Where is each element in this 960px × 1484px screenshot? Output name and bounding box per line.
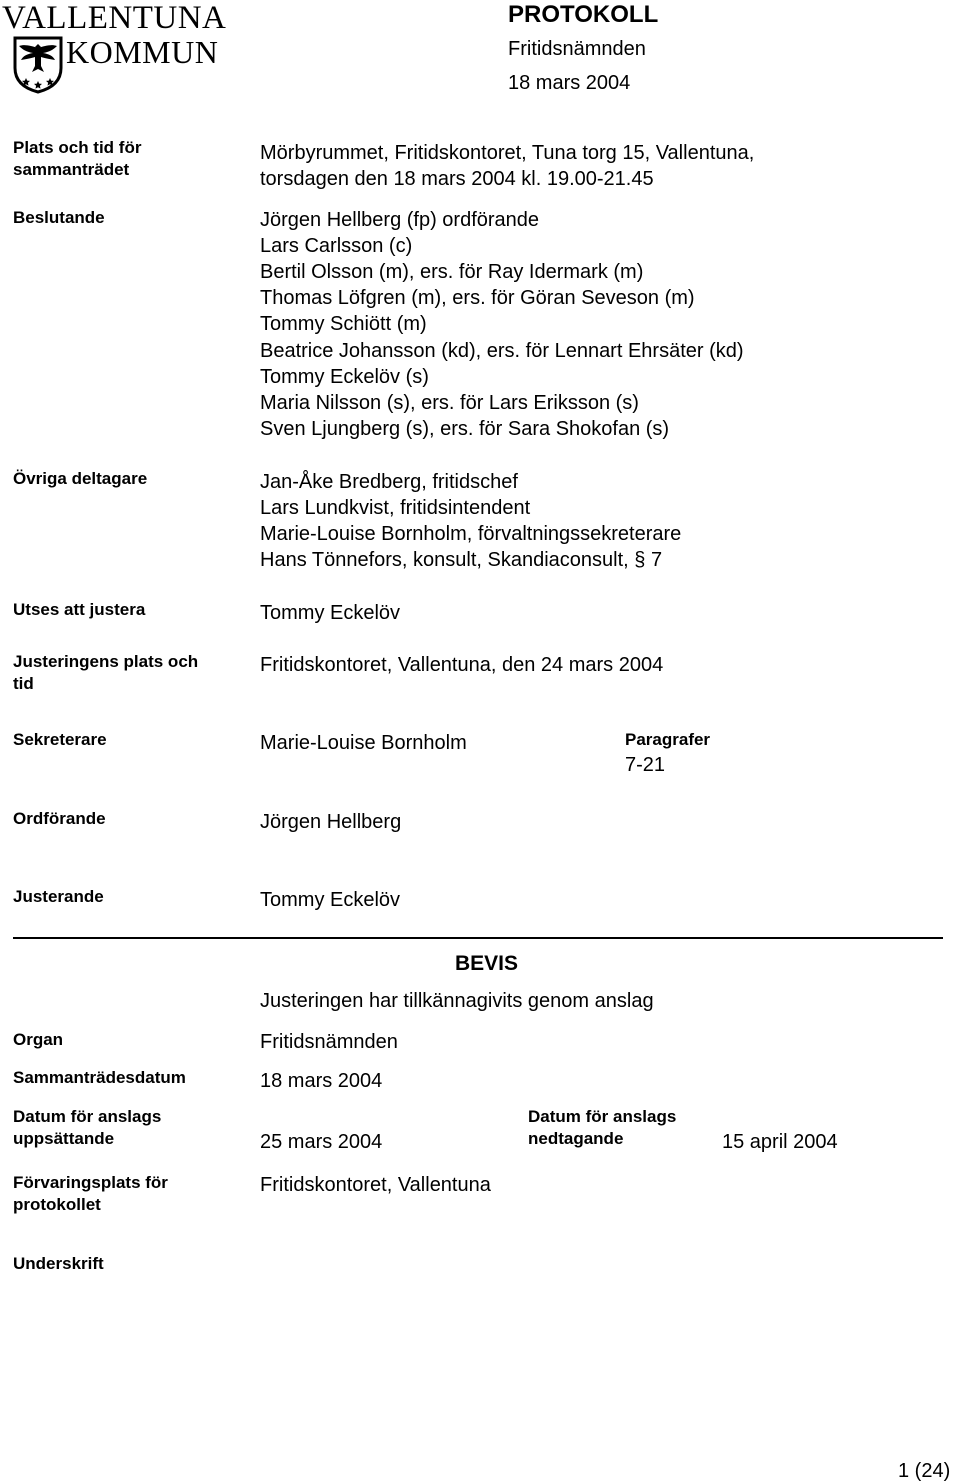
organ-label: Organ	[13, 1030, 64, 1049]
place-time-label: Plats och tid för sammanträdet	[13, 138, 142, 179]
storage-label: Förvaringsplats för protokollet	[13, 1173, 168, 1214]
other-participant: Marie-Louise Bornholm, förvaltningssekreterare	[260, 523, 682, 545]
logo-text-vallentuna: VALLENTUNA	[2, 0, 227, 36]
justifier-label: Justerande	[13, 887, 104, 906]
deciding-member: Thomas Löfgren (m), ers. för Göran Seveson (m)	[260, 287, 695, 309]
chair-name: Jörgen Hellberg	[260, 811, 402, 833]
bevis-title: BEVIS	[455, 952, 519, 975]
paragraphs-label: Paragrafer	[625, 730, 711, 749]
meeting-date-label: Sammanträdesdatum	[13, 1068, 186, 1087]
adjuster-name: Tommy Eckelöv	[260, 602, 401, 624]
deciding-member: Jörgen Hellberg (fp) ordförande	[260, 209, 540, 231]
posted-date-label: Datum för anslags uppsättande	[13, 1107, 162, 1148]
chair-label: Ordförande	[13, 809, 106, 828]
document-title: PROTOKOLL	[508, 1, 659, 28]
meeting-date-value: 18 mars 2004	[260, 1070, 383, 1092]
place-line-1: Mörbyrummet, Fritidskontoret, Tuna torg 15, Vallentuna,	[260, 142, 755, 164]
deciding-label: Beslutande	[13, 208, 105, 227]
other-participant: Hans Tönnefors, konsult, Skandiaconsult, § 7	[260, 549, 663, 571]
eagle-crest-icon	[13, 36, 63, 94]
secretary-name: Marie-Louise Bornholm	[260, 732, 467, 754]
removed-date-value: 15 april 2004	[722, 1131, 838, 1153]
paragraphs-value: 7-21	[625, 754, 666, 776]
justifier-name: Tommy Eckelöv	[260, 889, 401, 911]
adjust-place-label: Justeringens plats och tid	[13, 652, 199, 693]
storage-value: Fritidskontoret, Vallentuna	[260, 1174, 491, 1196]
adjust-place-value: Fritidskontoret, Vallentuna, den 24 mars 2004	[260, 654, 664, 676]
others-label: Övriga deltagare	[13, 469, 148, 488]
header-date: 18 mars 2004	[508, 72, 631, 94]
logo-text-kommun: KOMMUN	[66, 34, 219, 70]
place-line-2: torsdagen den 18 mars 2004 kl. 19.00-21.45	[260, 168, 654, 190]
removed-date-label: Datum för anslags nedtagande	[528, 1107, 677, 1148]
organ-value: Fritidsnämnden	[260, 1031, 398, 1053]
deciding-member: Tommy Schiött (m)	[260, 313, 427, 335]
secretary-label: Sekreterare	[13, 730, 107, 749]
other-participant: Lars Lundkvist, fritidsintendent	[260, 497, 531, 519]
deciding-member: Maria Nilsson (s), ers. för Lars Eriksson (s)	[260, 392, 639, 414]
deciding-member: Beatrice Johansson (kd), ers. för Lennart Ehrsäter (kd)	[260, 340, 744, 362]
bevis-statement: Justeringen har tillkännagivits genom anslag	[260, 990, 654, 1012]
other-participant: Jan-Åke Bredberg, fritidschef	[260, 471, 518, 493]
section-divider	[13, 937, 943, 939]
deciding-member: Lars Carlsson (c)	[260, 235, 413, 257]
deciding-member: Bertil Olsson (m), ers. för Ray Idermark (m)	[260, 261, 644, 283]
posted-date-value: 25 mars 2004	[260, 1131, 383, 1153]
page-number: 1 (24)	[898, 1460, 951, 1482]
deciding-member: Sven Ljungberg (s), ers. för Sara Shokofan (s)	[260, 418, 670, 440]
header-organ: Fritidsnämnden	[508, 38, 646, 60]
deciding-member: Tommy Eckelöv (s)	[260, 366, 429, 388]
adjuster-label: Utses att justera	[13, 600, 146, 619]
signature-label: Underskrift	[13, 1254, 104, 1273]
